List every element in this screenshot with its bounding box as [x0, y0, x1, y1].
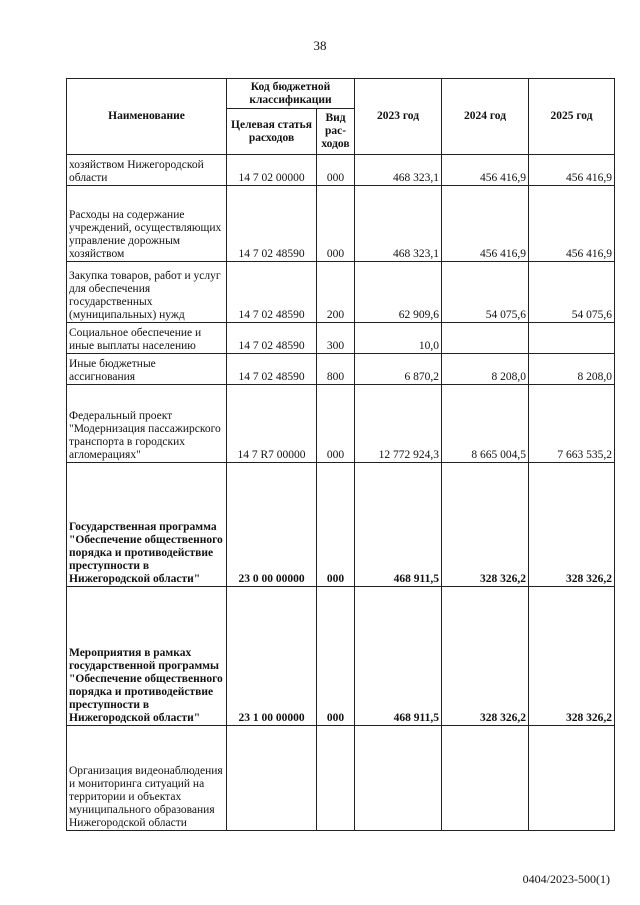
- row-target: 14 7 R7 00000: [227, 385, 317, 463]
- table-row: [67, 354, 615, 385]
- header-2025: 2025 год: [529, 79, 615, 155]
- header-target-article: Целевая статья расходов: [227, 109, 317, 155]
- row-kind: 000: [317, 186, 355, 262]
- table-row: [67, 262, 615, 323]
- row-target: 14 7 02 48590: [227, 323, 317, 354]
- row-2024: 456 416,9: [442, 186, 529, 262]
- row-2023: 468 911,5: [355, 587, 442, 726]
- row-2024: 8 208,0: [442, 354, 529, 385]
- row-2023: 468 911,5: [355, 463, 442, 587]
- row-2025: [529, 726, 615, 831]
- row-2025: 328 326,2: [529, 463, 615, 587]
- header-2024: 2024 год: [442, 79, 529, 155]
- header-2023: 2023 год: [355, 79, 442, 155]
- row-name: хозяйством Нижегородской области: [67, 155, 227, 186]
- row-2023: 10,0: [355, 323, 442, 354]
- row-name: Федеральный проект "Модернизация пассажирского транспорта в городских агломерациях": [67, 385, 227, 463]
- row-target: 14 7 02 48590: [227, 354, 317, 385]
- table-row: [67, 726, 615, 831]
- row-kind: 300: [317, 323, 355, 354]
- row-2024: 8 665 004,5: [442, 385, 529, 463]
- row-kind: 000: [317, 587, 355, 726]
- header-name: Наименование: [67, 79, 227, 155]
- row-2024: 328 326,2: [442, 587, 529, 726]
- row-name: Мероприятия в рамках государственной программы "Обеспечение общественного порядка и противодействие преступности в Нижегородской области": [67, 587, 227, 726]
- row-name: Закупка товаров, работ и услуг для обеспечения государственных (муниципальных) нужд: [67, 262, 227, 323]
- header-expense-kind: Вид рас-ходов: [317, 109, 355, 155]
- row-2023: 62 909,6: [355, 262, 442, 323]
- row-2025: 8 208,0: [529, 354, 615, 385]
- row-2023: 6 870,2: [355, 354, 442, 385]
- table-row: [67, 463, 615, 587]
- row-2025: 54 075,6: [529, 262, 615, 323]
- header-code-group: Код бюджетной классификации: [227, 79, 355, 109]
- table-row: [67, 587, 615, 726]
- row-2025: 328 326,2: [529, 587, 615, 726]
- table-row: [67, 155, 615, 186]
- table-row: [67, 186, 615, 262]
- row-2024: 456 416,9: [442, 155, 529, 186]
- row-2024: 54 075,6: [442, 262, 529, 323]
- row-2023: [355, 726, 442, 831]
- row-kind: [317, 726, 355, 831]
- row-name: Иные бюджетные ассигнования: [67, 354, 227, 385]
- row-target: 23 1 00 00000: [227, 587, 317, 726]
- row-target: 14 7 02 48590: [227, 186, 317, 262]
- row-2025: 7 663 535,2: [529, 385, 615, 463]
- document-code: 0404/2023-500(1): [522, 872, 610, 886]
- row-kind: 000: [317, 155, 355, 186]
- row-name: Социальное обеспечение и иные выплаты населению: [67, 323, 227, 354]
- table-row: [67, 385, 615, 463]
- row-2025: 456 416,9: [529, 186, 615, 262]
- row-2024: 328 326,2: [442, 463, 529, 587]
- row-kind: 000: [317, 463, 355, 587]
- row-2023: 468 323,1: [355, 155, 442, 186]
- row-name: Организация видеонаблюдения и мониторинга ситуаций на территории и объектах муниципального образования Нижегородской области: [67, 726, 227, 831]
- page-number: 38: [313, 38, 327, 53]
- row-kind: 200: [317, 262, 355, 323]
- row-target: [227, 726, 317, 831]
- row-target: 23 0 00 00000: [227, 463, 317, 587]
- row-target: 14 7 02 00000: [227, 155, 317, 186]
- table-row: [67, 323, 615, 354]
- row-2023: 468 323,1: [355, 186, 442, 262]
- row-2025: [529, 323, 615, 354]
- row-name: Расходы на содержание учреждений, осуществляющих управление дорожным хозяйством: [67, 186, 227, 262]
- row-kind: 800: [317, 354, 355, 385]
- row-2024: [442, 323, 529, 354]
- row-name: Государственная программа "Обеспечение общественного порядка и противодействие преступности в Нижегородской области": [67, 463, 227, 587]
- row-2023: 12 772 924,3: [355, 385, 442, 463]
- row-2024: [442, 726, 529, 831]
- row-2025: 456 416,9: [529, 155, 615, 186]
- budget-table: [66, 78, 615, 831]
- row-kind: 000: [317, 385, 355, 463]
- row-target: 14 7 02 48590: [227, 262, 317, 323]
